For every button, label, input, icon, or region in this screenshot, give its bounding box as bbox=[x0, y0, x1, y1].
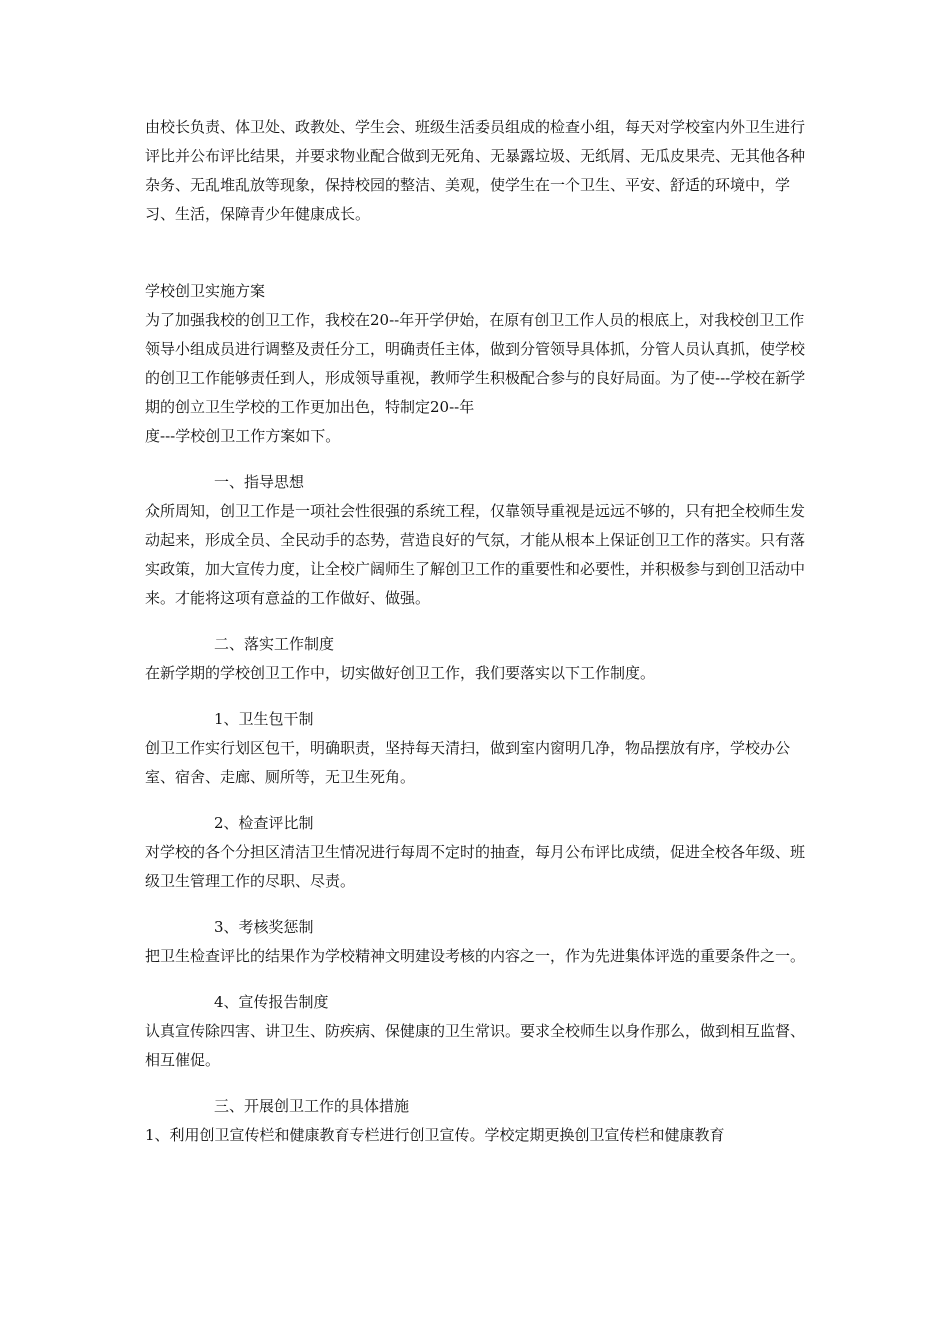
publicity-paragraph: 认真宣传除四害、讲卫生、防疾病、保健康的卫生常识。要求全校师生以身作那么，做到相互监督、相互催促。 bbox=[145, 1022, 806, 1069]
guiding-thought-paragraph: 众所周知，创卫工作是一项社会性很强的系统工程，仅靠领导重视是远远不够的，只有把全校师生发动起来，形成全员、全民动手的态势，营造良好的气氛，才能从根本上保证创卫工作的落实。只有落实政策，加大宣传力度，让全校广阔师生了解创卫工作的重要性和必要性，并积极参与到创卫活动中来。才能将这项有意益的工作做好、做强。 bbox=[145, 502, 806, 607]
measures-paragraph: 1、利用创卫宣传栏和健康教育专栏进行创卫宣传。学校定期更换创卫宣传栏和健康教育 bbox=[145, 1126, 725, 1144]
section-heading-work-system: 二、落实工作制度 bbox=[214, 635, 335, 653]
subheading-publicity: 4、宣传报告制度 bbox=[214, 993, 329, 1011]
spacer bbox=[145, 792, 815, 809]
spacer bbox=[145, 613, 815, 630]
subheading-inspection: 2、检查评比制 bbox=[214, 814, 314, 832]
section-heading-measures: 三、开展创卫工作的具体措施 bbox=[214, 1097, 410, 1115]
subheading-hygiene-contract: 1、卫生包干制 bbox=[214, 710, 314, 728]
intro-paragraph: 由校长负责、体卫处、政教处、学生会、班级生活委员组成的检查小组，每天对学校室内外卫生进行评比并公布评比结果，并要求物业配合做到无死角、无暴露垃圾、无纸屑、无瓜皮果壳、无其他各种杂务、无乱堆乱放等现象，保持校园的整洁、美观，使学生在一个卫生、平安、舒适的环境中，学习、生活，保障青少年健康成长。 bbox=[145, 118, 806, 223]
inspection-paragraph: 对学校的各个分担区清洁卫生情况进行每周不定时的抽查，每月公布评比成绩，促进全校各年级、班级卫生管理工作的尽职、尽责。 bbox=[145, 843, 806, 890]
work-system-paragraph: 在新学期的学校创卫工作中，切实做好创卫工作，我们要落实以下工作制度。 bbox=[145, 664, 656, 682]
plan-intro-continuation: 度---学校创卫工作方案如下。 bbox=[145, 427, 341, 445]
spacer bbox=[145, 688, 815, 705]
subheading-assessment: 3、考核奖惩制 bbox=[214, 918, 314, 936]
spacer bbox=[145, 896, 815, 913]
spacer bbox=[145, 971, 815, 988]
hygiene-contract-paragraph: 创卫工作实行划区包干，明确职责，坚持每天清扫，做到室内窗明几净，物品摆放有序，学校办公室、宿舍、走廊、厕所等，无卫生死角。 bbox=[145, 739, 791, 786]
spacer bbox=[145, 451, 815, 468]
plan-title: 学校创卫实施方案 bbox=[145, 282, 266, 300]
assessment-paragraph: 把卫生检查评比的结果作为学校精神文明建设考核的内容之一，作为先进集体评选的重要条件之一。 bbox=[145, 947, 806, 965]
spacer bbox=[145, 229, 815, 277]
section-heading-guiding-thought: 一、指导思想 bbox=[214, 473, 305, 491]
spacer bbox=[145, 1075, 815, 1092]
plan-intro-paragraph: 为了加强我校的创卫工作，我校在20--年开学伊始，在原有创卫工作人员的根底上，对我校创卫工作领导小组成员进行调整及责任分工，明确责任主体，做到分管领导具体抓，分管人员认真抓，使学校的创卫工作能够责任到人，形成领导重视，教师学生积极配合参与的良好局面。为了使---学校在新学期的创立卫生学校的工作更加出色，特制定20--年 bbox=[145, 311, 806, 416]
document-page bbox=[145, 113, 815, 1150]
